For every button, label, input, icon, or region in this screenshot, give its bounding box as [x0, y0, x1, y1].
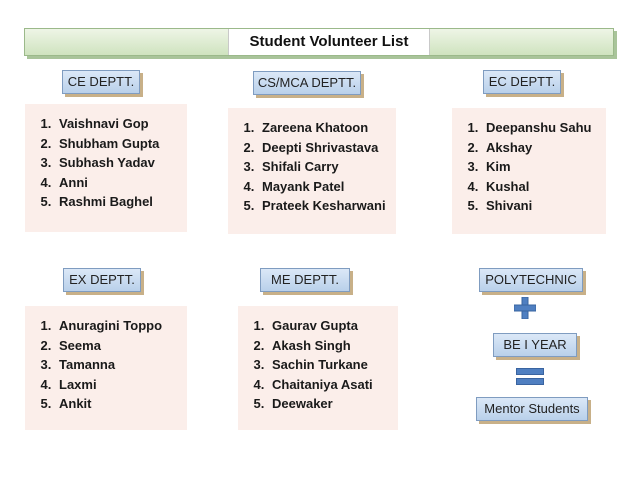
list-item: 5. Prateek Kesharwani: [258, 196, 396, 216]
list-item: 4. Laxmi: [55, 375, 187, 395]
list-item: 2. Akshay: [482, 138, 606, 158]
ex-dept-label: EX DEPTT.: [63, 268, 141, 292]
ec-dept-label: EC DEPTT.: [483, 70, 561, 94]
list-item: 3. Shifali Carry: [258, 157, 396, 177]
title-banner: [24, 28, 614, 56]
list-item: 4. Mayank Patel: [258, 177, 396, 197]
list-item: 4. Anni: [55, 173, 187, 193]
list-item: 5. Shivani: [482, 196, 606, 216]
be-first-year-label: BE I YEAR: [493, 333, 577, 357]
list-item: 2. Seema: [55, 336, 187, 356]
me-member-list: [238, 306, 398, 430]
cs-mca-dept-label: CS/MCA DEPTT.: [253, 71, 361, 95]
list-item: 3. Sachin Turkane: [268, 355, 398, 375]
list-item: 1. Zareena Khatoon: [258, 118, 396, 138]
list-item: 2. Deepti Shrivastava: [258, 138, 396, 158]
ex-member-list: [25, 306, 187, 430]
page-title: Student Volunteer List: [228, 29, 430, 55]
list-item: 1. Vaishnavi Gop: [55, 114, 187, 134]
list-item: 2. Akash Singh: [268, 336, 398, 356]
list-item: 1. Gaurav Gupta: [268, 316, 398, 336]
list-item: 5. Ankit: [55, 394, 187, 414]
cs-mca-member-list: [228, 108, 396, 234]
plus-icon: [514, 297, 536, 319]
ce-member-list: [25, 104, 187, 232]
me-dept-label: ME DEPTT.: [260, 268, 350, 292]
equals-icon: [516, 368, 544, 386]
mentor-students-label: Mentor Students: [476, 397, 588, 421]
list-item: 4. Chaitaniya Asati: [268, 375, 398, 395]
list-item: 4. Kushal: [482, 177, 606, 197]
list-item: 5. Rashmi Baghel: [55, 192, 187, 212]
ce-dept-label: CE DEPTT.: [62, 70, 140, 94]
list-item: 3. Kim: [482, 157, 606, 177]
ec-member-list: [452, 108, 606, 234]
list-item: 2. Shubham Gupta: [55, 134, 187, 154]
polytechnic-label: POLYTECHNIC: [479, 268, 583, 292]
list-item: 1. Anuragini Toppo: [55, 316, 187, 336]
list-item: 3. Subhash Yadav: [55, 153, 187, 173]
list-item: 5. Deewaker: [268, 394, 398, 414]
list-item: 1. Deepanshu Sahu: [482, 118, 606, 138]
list-item: 3. Tamanna: [55, 355, 187, 375]
